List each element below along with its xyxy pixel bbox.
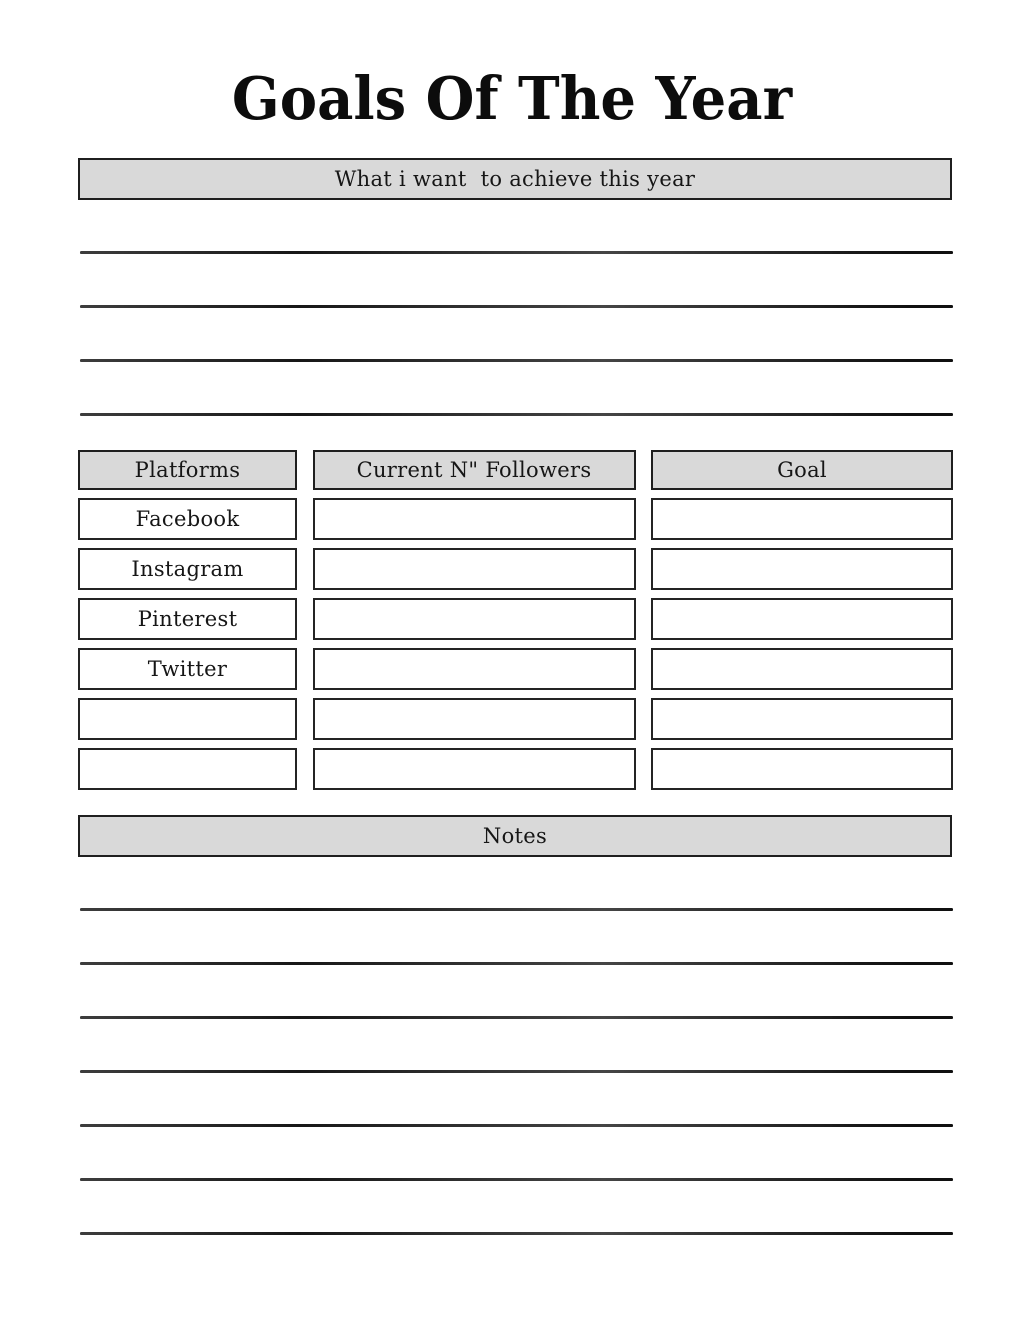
- writing-line: [80, 359, 953, 362]
- column-header-current-followers: Current N" Followers: [313, 450, 636, 490]
- goal-cell: [651, 498, 953, 540]
- goal-cell: [651, 698, 953, 740]
- writing-line: [80, 1124, 953, 1127]
- writing-line: [80, 908, 953, 911]
- achieve-writing-lines: [80, 251, 953, 416]
- goal-cell: [651, 598, 953, 640]
- current-followers-cell: [313, 498, 636, 540]
- writing-line: [80, 1232, 953, 1235]
- platforms-table: [78, 450, 953, 790]
- achieve-section-header: [78, 158, 952, 200]
- page-title: Goals Of The Year: [231, 64, 793, 134]
- notes-section-header: [78, 815, 952, 857]
- goal-cell: [651, 548, 953, 590]
- current-followers-cell: [313, 598, 636, 640]
- platform-cell-instagram: Instagram: [78, 548, 297, 590]
- current-followers-cell: [313, 748, 636, 790]
- achieve-section-header-label: What i want to achieve this year: [334, 167, 696, 191]
- current-followers-cell: [313, 698, 636, 740]
- platform-cell-empty: [78, 698, 297, 740]
- writing-line: [80, 962, 953, 965]
- platform-cell-facebook: Facebook: [78, 498, 297, 540]
- notes-section-header-label: Notes: [482, 824, 548, 848]
- writing-line: [80, 1070, 953, 1073]
- goal-cell: [651, 748, 953, 790]
- writing-line: [80, 251, 953, 254]
- goal-cell: [651, 648, 953, 690]
- current-followers-cell: [313, 648, 636, 690]
- column-header-platforms: Platforms: [78, 450, 297, 490]
- platform-cell-pinterest: Pinterest: [78, 598, 297, 640]
- writing-line: [80, 1178, 953, 1181]
- platform-cell-twitter: Twitter: [78, 648, 297, 690]
- writing-line: [80, 413, 953, 416]
- current-followers-cell: [313, 548, 636, 590]
- platform-cell-empty: [78, 748, 297, 790]
- writing-line: [80, 305, 953, 308]
- column-header-goal: Goal: [651, 450, 953, 490]
- writing-line: [80, 1016, 953, 1019]
- notes-writing-lines: [80, 908, 953, 1235]
